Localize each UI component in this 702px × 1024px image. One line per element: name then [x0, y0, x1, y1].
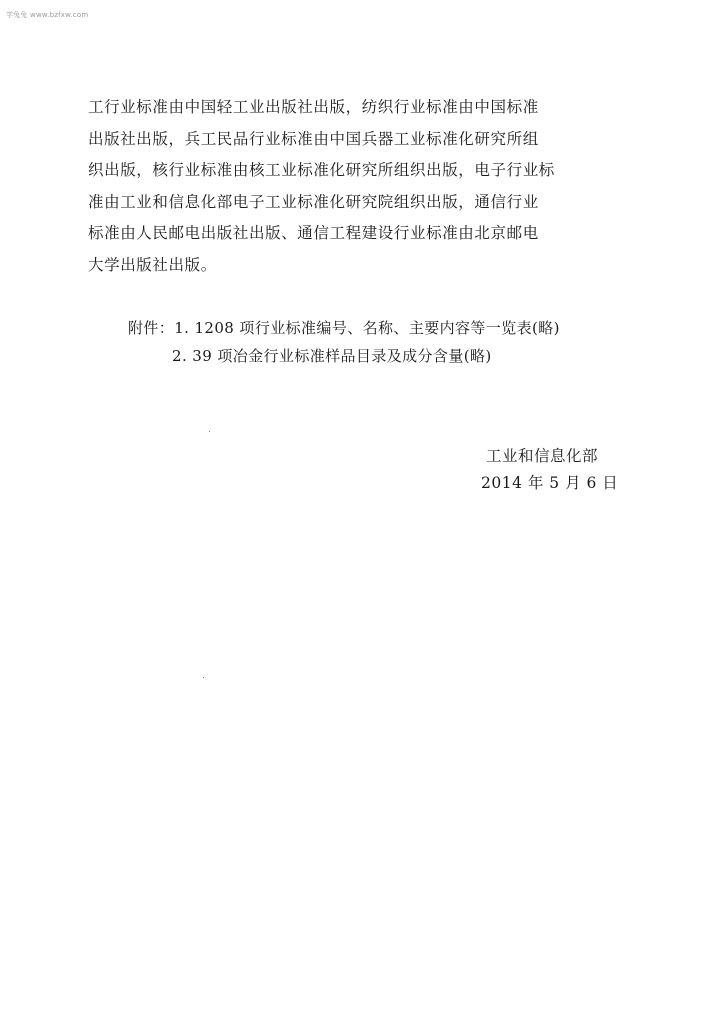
watermark-text: 学兔兔 www.bzfxw.com	[6, 11, 89, 19]
paragraph-line: 工行业标准由中国轻工业出版社出版，纺织行业标准由中国标准	[88, 98, 539, 116]
paragraph-line: 准由工业和信息化部电子工业标准化研究院组织出版，通信行业	[88, 192, 539, 211]
attachment-item-1: 附件：1. 1208 项行业标准编号、名称、主要内容等一览表(略)	[128, 319, 560, 337]
attachment-item-2: 2. 39 项冶金行业标准样品目录及成分含量(略)	[172, 347, 492, 365]
paragraph-line: 大学出版社出版。	[88, 255, 217, 274]
signature-date: 2014 年 5 月 6 日	[481, 474, 619, 492]
scan-speck	[203, 677, 204, 678]
paragraph-line: 出版社出版，兵工民品行业标准由中国兵器工业标准化研究所组	[88, 129, 539, 148]
signature-organization: 工业和信息化部	[486, 447, 599, 465]
body-paragraph	[88, 92, 616, 281]
paragraph-line: 标准由人民邮电出版社出版、通信工程建设行业标准由北京邮电	[88, 224, 539, 242]
scan-speck	[209, 431, 210, 432]
paragraph-line: 织出版，核行业标准由核工业标准化研究所组织出版，电子行业标	[88, 161, 555, 179]
